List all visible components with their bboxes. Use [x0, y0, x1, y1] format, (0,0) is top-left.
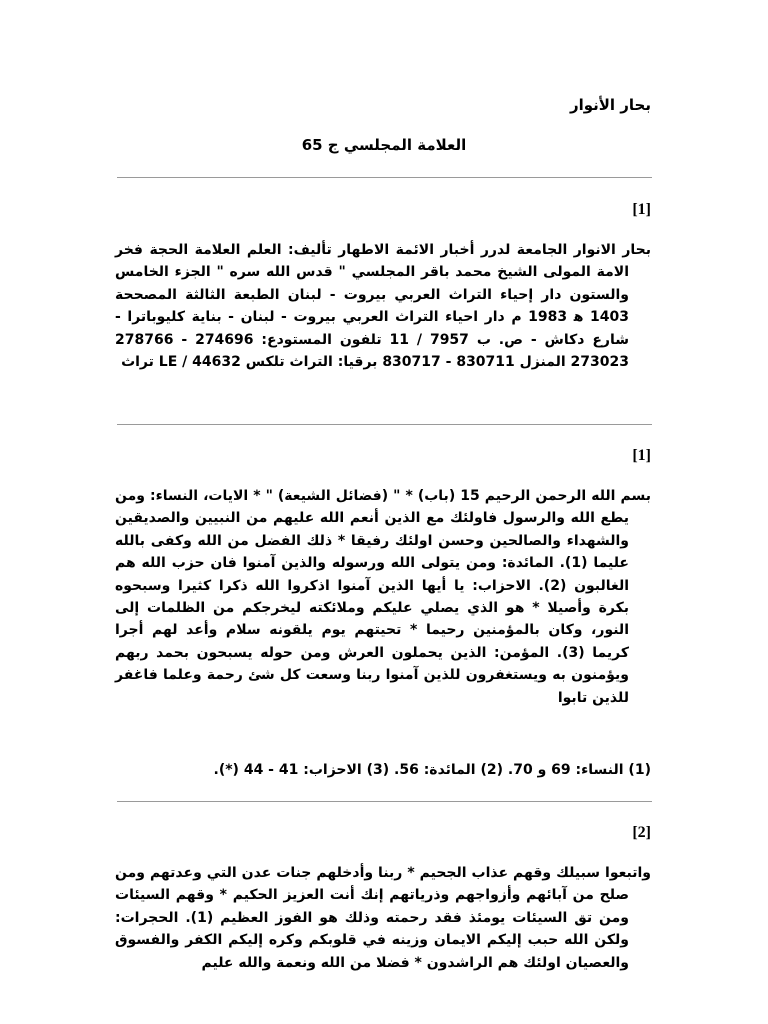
page-marker: [1] [632, 201, 651, 218]
section-divider [117, 801, 652, 802]
volume-title: العلامة المجلسي ج 65 [301, 136, 467, 154]
page-marker: [1] [632, 447, 651, 464]
page-marker: [2] [632, 824, 651, 841]
footnote: (1) النساء: 69 و 70. (2) المائدة: 56. (3) الاحزاب: 41 - 44 (*). [213, 762, 651, 778]
body-paragraph: واتبعوا سبيلك وقهم عذاب الجحيم * ربنا وأدخلهم جنات عدن التي وعدتهم ومن صلح من آبائهم وأزواجهم وذرياتهم إنك أنت العزيز الحكيم * وقهم السيئات ومن تق السيئات يومئذ فقد رحمته وذلك هو الفوز العظيم (1). الحجرات: ولكن الله حبب إليكم الايمان وزينه في قلوبكم وكره إليكم الكفر والفسوق والعصيان اولئك هم الراشدون * فضلا من الله ونعمة والله عليم [115, 865, 651, 971]
body-paragraph: بسم الله الرحمن الرحيم 15 (باب) * " (فضائل الشيعة) " * الايات، النساء: ومن يطع الله والرسول فاولئك مع الذين أنعم الله عليهم من النبيين والصديقين والشهداء والصالحين وحسن اولئك رفيقا * ذلك الفضل من الله وكفى بالله عليما (1). المائدة: ومن يتولى الله ورسوله والذين آمنوا فان حزب الله هم الغالبون (2). الاحزاب: يا أيها الذين آمنوا اذكروا الله ذكرا كثيرا وسبحوه بكرة وأصيلا * هو الذي يصلي عليكم وملائكته ليخرجكم من الظلمات إلى النور، وكان بالمؤمنين رحيما * تحيتهم يوم يلقونه سلام وأعد لهم أجرا كريما (3). المؤمن: الذين يحملون العرش ومن حوله يسبحون بحمد ربهم ويؤمنون به ويستغفرون للذين آمنوا ربنا وسعت كل شئ رحمة وعلما فاغفر للذين تابوا [115, 488, 651, 706]
section-divider [117, 424, 652, 425]
section-divider [117, 177, 652, 178]
publication-info-paragraph: بحار الانوار الجامعة لدرر أخبار الائمة الاطهار تأليف: العلم العلامة الحجة فخر الامة المولى الشيخ محمد باقر المجلسي " قدس الله سره " الجزء الخامس والستون دار إحياء التراث العربي بيروت - لبنان الطبعة الثالثة المصححة 1403 ه‍ 1983 م دار احياء التراث العربي بيروت - لبنان - بناية كليوباترا - شارع دكاش - ص. ب 7957 / 11 تلفون المستودع: 274696 - 278766 273023 المنزل 830711 - 830717 برقيا: التراث تلكس 44632 / LE تراث [115, 242, 651, 371]
book-title: بحار الأنوار [569, 96, 651, 114]
